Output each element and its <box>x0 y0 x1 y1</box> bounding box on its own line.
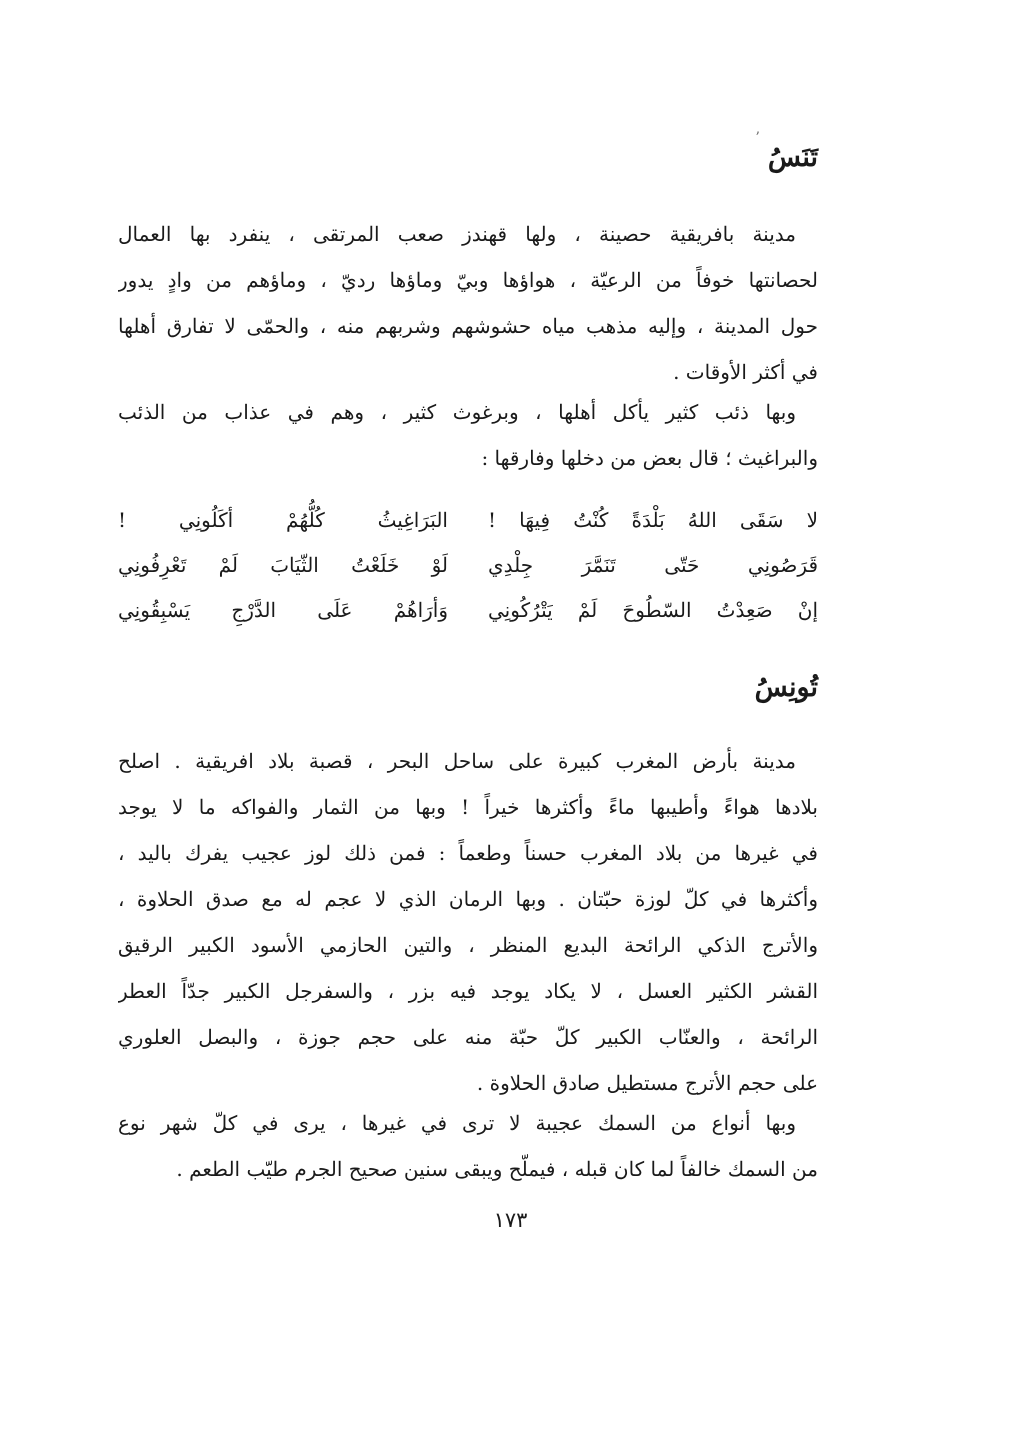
section-title-tenes: تَنَسُ <box>767 142 818 173</box>
text-line: بلادها هواءً وأطيبها ماءً وأكثرها خيراً ! وبها من الثمار والفواكه ما لا يوجد <box>118 795 818 819</box>
paragraph-tunis-2 <box>118 1100 818 1192</box>
text-line: الرائحة ، والعنّاب الكبير كلّ حبّة منه على حجم جوزة ، والبصل العلوري <box>118 1025 818 1049</box>
text-line: وبها ذئب كثير يأكل أهلها ، وبرغوث كثير ، وهم في عذاب من الذئب <box>118 400 796 424</box>
text-line: في أكثر الأوقات . <box>673 360 818 384</box>
text-line: وأكثرها في كلّ لوزة حبّتان . وبها الرمان الذي لا عجم له مع صدق الحلاوة ، <box>118 887 818 911</box>
page-number: ١٧٣ <box>493 1208 528 1232</box>
page <box>118 0 818 1455</box>
text-line: مدينة بافريقية حصينة ، ولها قهندز صعب المرتقى ، ينفرد بها العمال <box>118 222 796 246</box>
section-title-tunis: تُونِسُ <box>754 672 818 703</box>
text-line: مدينة بأرض المغرب كبيرة على ساحل البحر ، قصبة بلاد افريقية . اصلح <box>118 749 796 773</box>
text-line: في غيرها من بلاد المغرب حسناً وطعماً : فمن ذلك لوز عجيب يفرك باليد ، <box>118 841 818 865</box>
paragraph-tenes-2 <box>118 389 818 481</box>
poem-verse <box>118 588 818 633</box>
poem-hemistich-second: لَوْ خَلَعْتُ الثّيَابَ لَمْ تَعْرِفُونِي <box>118 553 448 577</box>
poem-hemistich-second: وَأرَاهُمْ عَلَى الدَّرْجِ يَسْبِقُونِي <box>118 598 448 622</box>
poem <box>118 498 818 633</box>
text-line: وبها أنواع من السمك عجيبة لا ترى في غيرها ، يرى في كلّ شهر نوع <box>118 1111 796 1135</box>
paragraph-tunis-1 <box>118 738 818 1106</box>
text-line: والبراغيث ؛ قال بعض من دخلها وفارقها : <box>481 446 818 470</box>
text-line: لحصانتها خوفاً من الرعيّة ، هواؤها وبيّ وماؤها رديّ ، وماؤهم من وادٍ يدور <box>118 268 818 292</box>
poem-hemistich-first: لا سَقَى اللهُ بَلْدَةً كُنْتُ فِيهَا ! <box>488 508 818 532</box>
poem-hemistich-first: إنْ صَعِدْتُ السّطُوحَ لَمْ يَتْرُكُونِي <box>488 598 818 622</box>
poem-hemistich-first: قَرَصُونِي حَتّى تَنَمَّرَ جِلْدِي <box>488 553 818 577</box>
text-line: من السمك خالفاً لما كان قبله ، فيملّح ويبقى سنين صحيح الجرم طيّب الطعم . <box>176 1157 818 1181</box>
paragraph-tenes-1 <box>118 211 818 395</box>
text-line: القشر الكثير العسل ، لا يكاد يوجد فيه بزر ، والسفرجل الكبير جدّاً العطر <box>118 979 818 1003</box>
poem-verse <box>118 543 818 588</box>
poem-verse <box>118 498 818 543</box>
text-line: حول المدينة ، وإليه مذهب مياه حشوشهم وشربهم منه ، والحمّى لا تفارق أهلها <box>118 314 818 338</box>
stray-mark: ʼ <box>755 130 760 146</box>
text-line: والأترج الذكي الرائحة البديع المنظر ، والتين الحازمي الأسود الكبير الرقيق <box>118 933 818 957</box>
poem-hemistich-second: البَرَاغِيثُ كُلُّهُمْ أكَلُونِي ! <box>118 508 448 532</box>
text-line: على حجم الأترج مستطيل صادق الحلاوة . <box>476 1071 818 1095</box>
